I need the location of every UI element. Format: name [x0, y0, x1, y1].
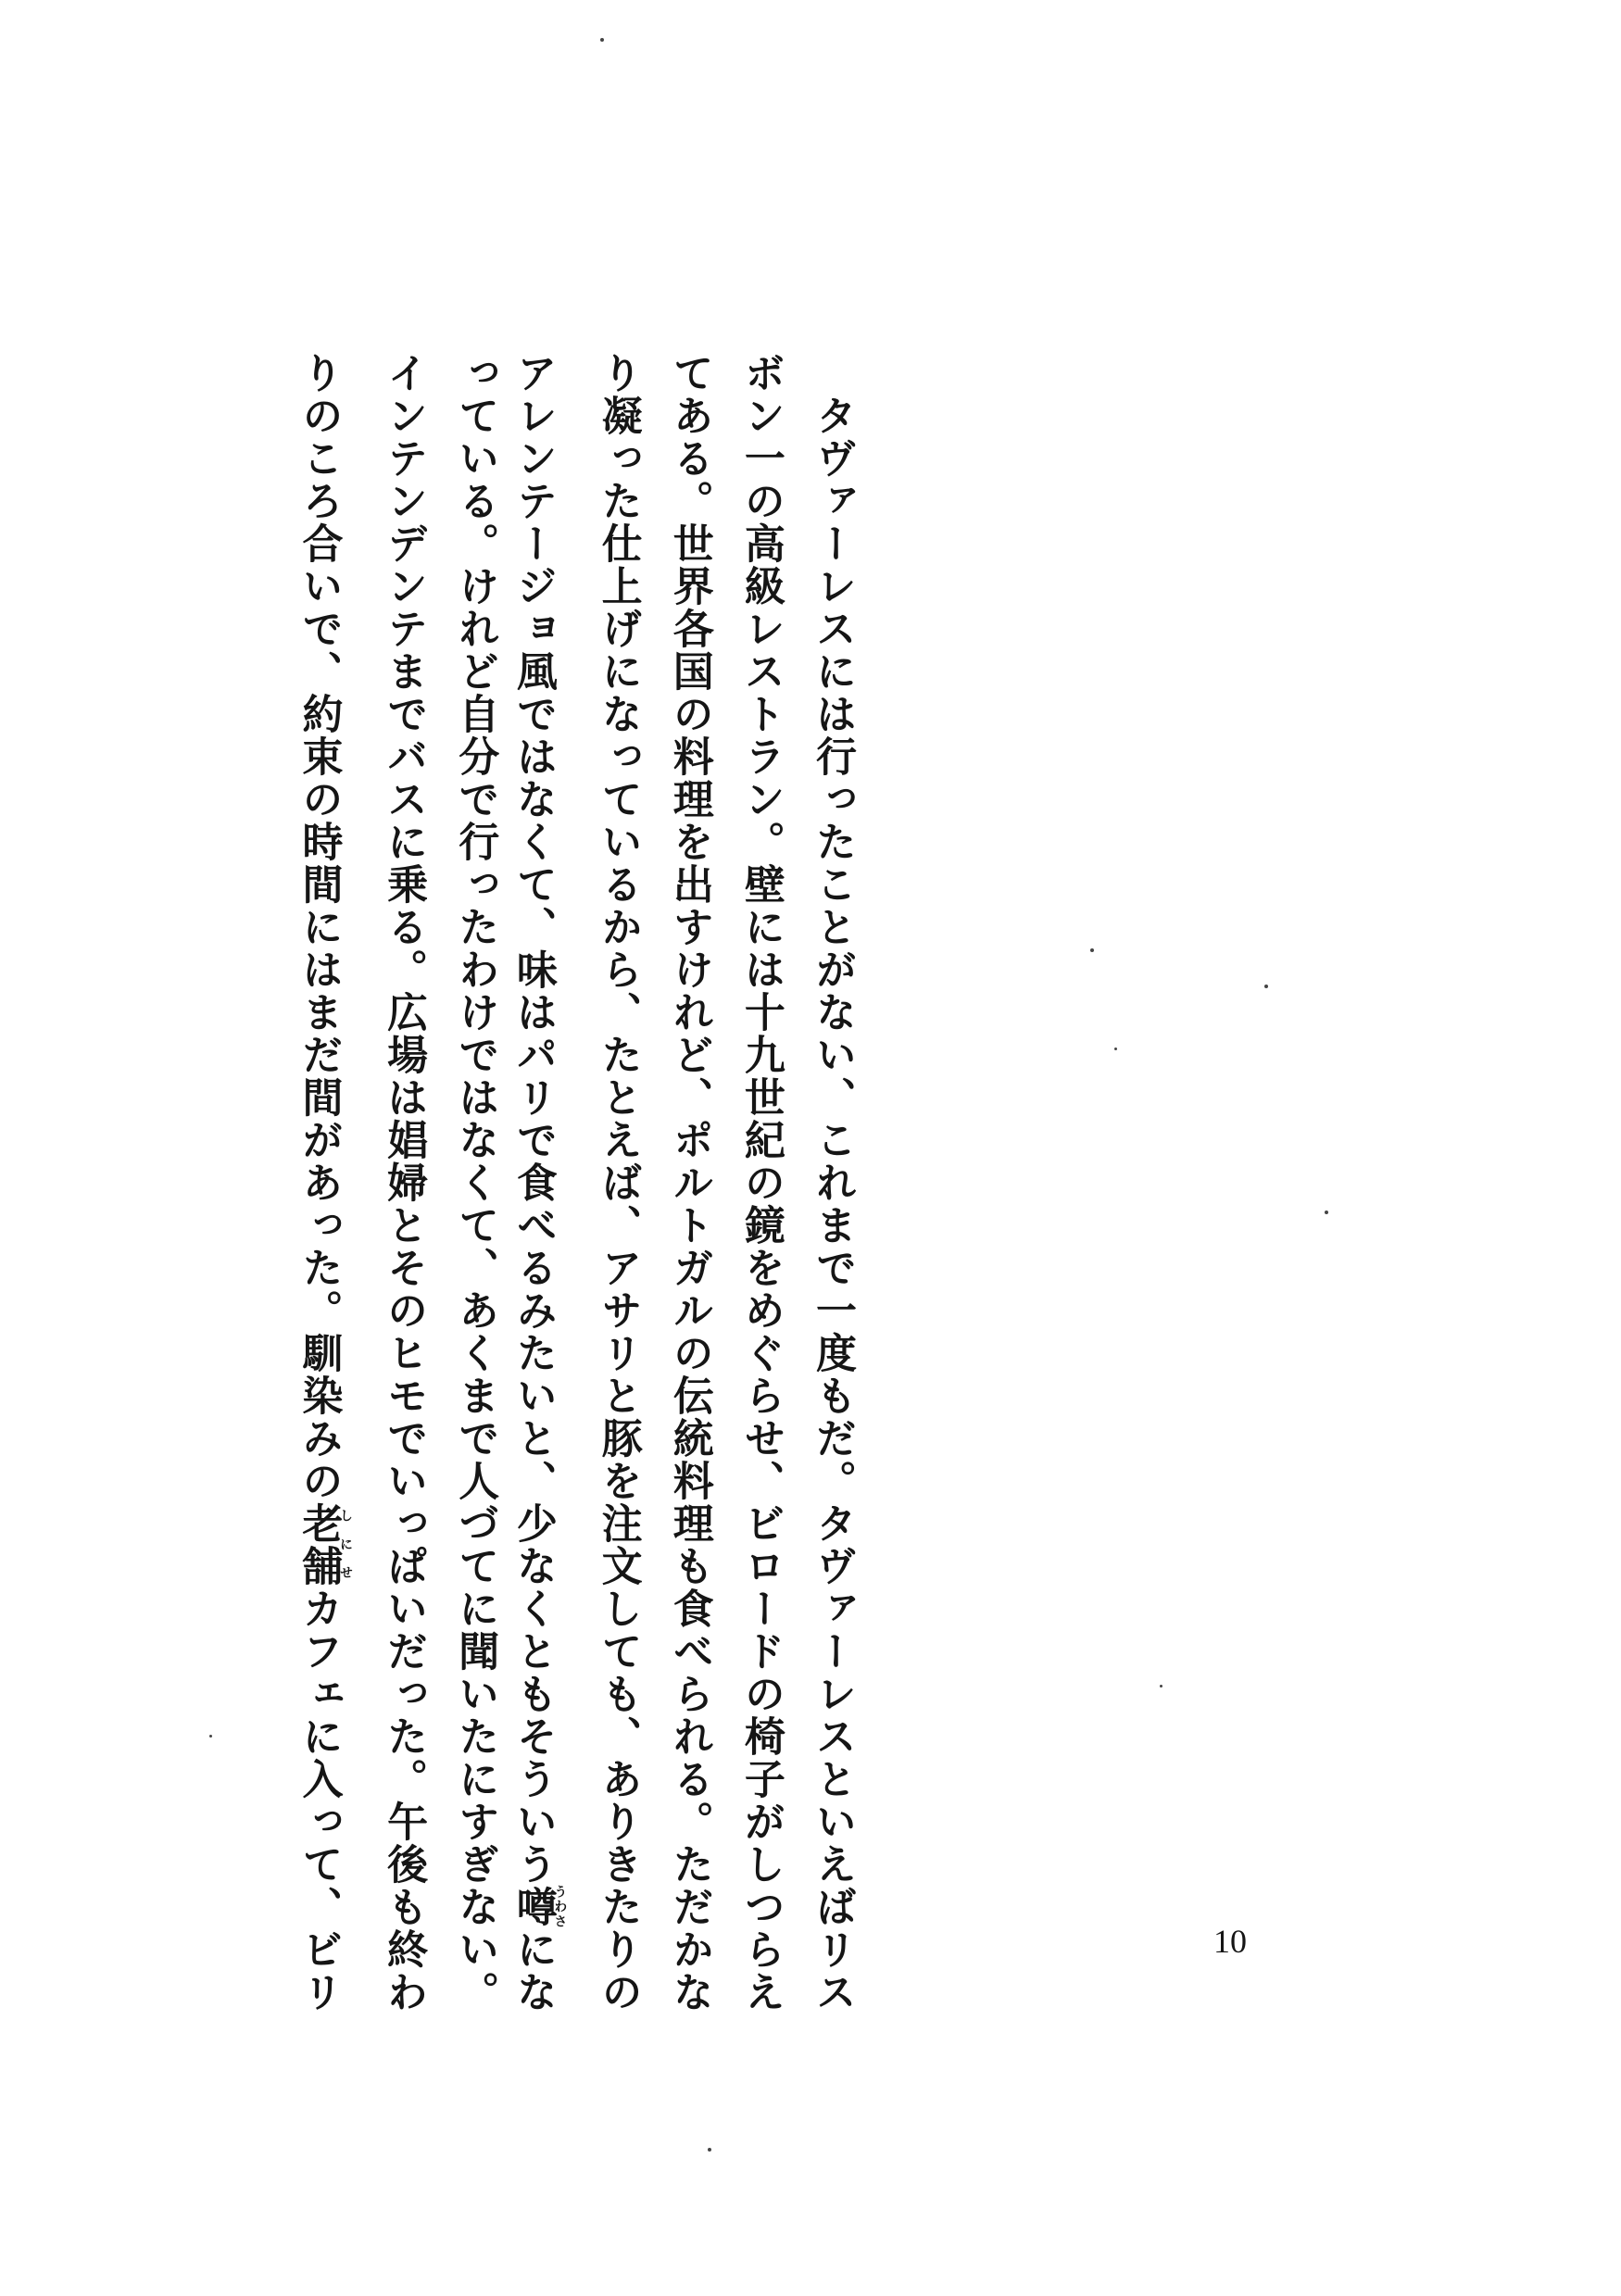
- ruby-annotation: 老舗しにせ: [295, 1502, 353, 1587]
- text-column-7: インテンデンテまでバスに乗る。広場は娼婦とそのヒモでいっぱいだった。午後も終わ: [380, 352, 428, 2014]
- scan-speck: [1114, 1048, 1117, 1050]
- scan-speck: [600, 38, 604, 42]
- vertical-text-block: [295, 352, 856, 2014]
- scan-speck: [1160, 1685, 1162, 1687]
- page-number: 10: [1213, 1923, 1247, 1960]
- scan-speck: [209, 1735, 212, 1738]
- scan-speck: [1325, 1211, 1328, 1214]
- text-column-8: りのころ合いで、約束の時間にはまだ間があった。馴染みの老舗しにせカフェに入って、ビリ: [295, 352, 353, 2014]
- scan-speck: [1090, 948, 1094, 952]
- text-column-2: ボン一の高級レストラン。壁には十九世紀の鏡をめぐらせ、ビロードの椅子がしつらえ: [736, 352, 785, 2014]
- text-column-3: てある。世界各国の料理を出すけれど、ポルトガルの伝統料理も食べられる。ただかな: [665, 352, 713, 2014]
- text-column-4: り凝った仕上げになっているから、たとえば、アサリと豚を注文しても、ありきたりの: [594, 352, 642, 2014]
- scan-speck: [1264, 985, 1268, 988]
- scan-speck: [708, 2148, 711, 2152]
- text-column-6: っている。けれど自分で行ったわけではなくて、あくまで人づてに聞いたにすぎない。: [451, 352, 499, 2014]
- text-column-5: アレンテージョ風ではなくて、味はパリで食べるみたいと、少なくともそういう噂うわさにな: [509, 352, 568, 2014]
- ruby-annotation: 噂うわさ: [509, 1885, 568, 1929]
- text-column-1: タヴァーレスには行ったことがない、これまで一度もだ。タヴァーレスといえばリス: [808, 352, 856, 2014]
